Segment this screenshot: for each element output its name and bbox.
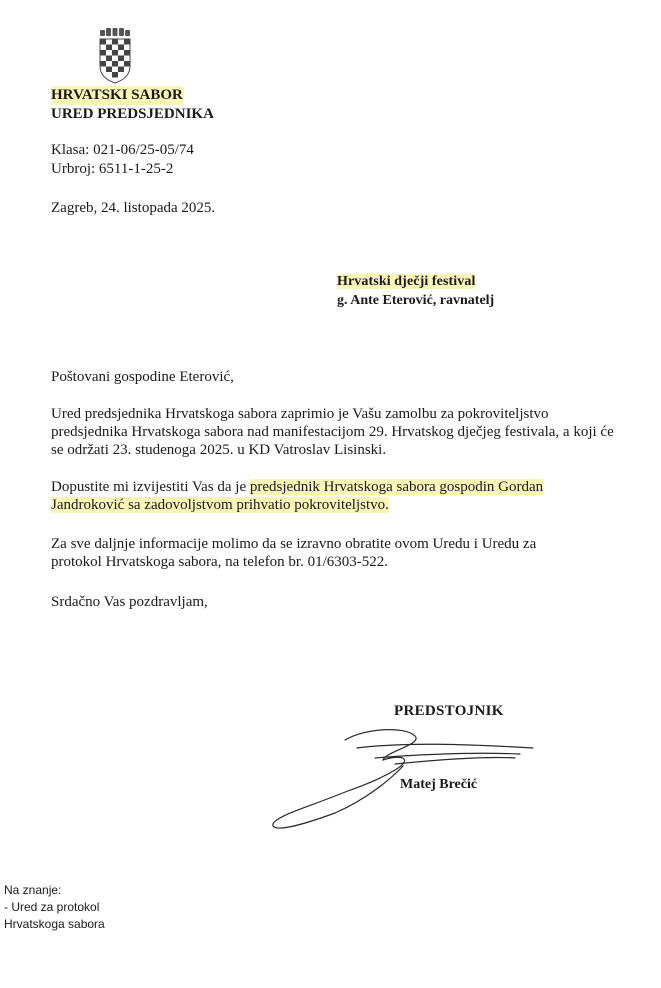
place-date: Zagreb, 24. listopada 2025. <box>51 200 216 216</box>
paragraph-2-highlight: predsjednik Hrvatskoga sabora gospodin Gordan <box>249 479 544 495</box>
issuer-name: HRVATSKI SABOR <box>51 87 183 103</box>
paragraph-3 <box>51 535 607 571</box>
handwritten-signature <box>265 718 545 833</box>
issuer-header <box>51 86 214 124</box>
notice-item-2: Hrvatskoga sabora <box>4 917 105 931</box>
distribution-notice <box>4 882 105 933</box>
recipient-organization: Hrvatski dječji festival <box>337 274 476 289</box>
paragraph-1-line-3: se održati 23. studenoga 2025. u KD Vatroslav Lisinski. <box>51 442 387 458</box>
recipient-block <box>337 272 494 310</box>
paragraph-1-line-1: Ured predsjednika Hrvatskoga sabora zaprimio je Vašu zamolbu za pokroviteljstvo <box>51 406 549 422</box>
paragraph-2 <box>51 478 607 514</box>
reference-numbers <box>51 141 194 179</box>
paragraph-1 <box>51 405 614 459</box>
salutation: Poštovani gospodine Eterović, <box>51 369 234 385</box>
signatory-title: PREDSTOJNIK <box>394 703 504 719</box>
recipient-person: g. Ante Eterović, ravnatelj <box>337 293 495 308</box>
issuer-office: URED PREDSJEDNIKA <box>51 106 214 122</box>
urbroj: Urbroj: 6511-1-25-2 <box>51 161 174 177</box>
notice-item-1: - Ured za protokol <box>4 900 100 914</box>
paragraph-1-line-2: predsjednika Hrvatskoga sabora nad manifestacijom 29. Hrvatskog dječjeg festivala, a koji će <box>51 424 614 440</box>
notice-label: Na znanje: <box>4 883 62 897</box>
paragraph-2-line-1 <box>51 478 607 496</box>
paragraph-3-line-1: Za sve daljnje informacije molimo da se izravno obratite ovom Uredu i Uredu za <box>51 536 537 552</box>
signatory-name: Matej Brečić <box>400 777 478 792</box>
coat-of-arms-icon <box>97 28 133 84</box>
paragraph-2-text: Dopustite mi izvijestiti Vas da je <box>51 479 250 495</box>
closing-greeting: Srdačno Vas pozdravljam, <box>51 594 208 610</box>
paragraph-2-line-2 <box>51 496 607 514</box>
klasa: Klasa: 021-06/25-05/74 <box>51 142 194 158</box>
paragraph-2-highlight-2: Jandroković sa zadovoljstvom prihvatio pokroviteljstvo. <box>51 497 389 513</box>
paragraph-3-line-2: protokol Hrvatskoga sabora, na telefon br. 01/6303-522. <box>51 554 389 570</box>
